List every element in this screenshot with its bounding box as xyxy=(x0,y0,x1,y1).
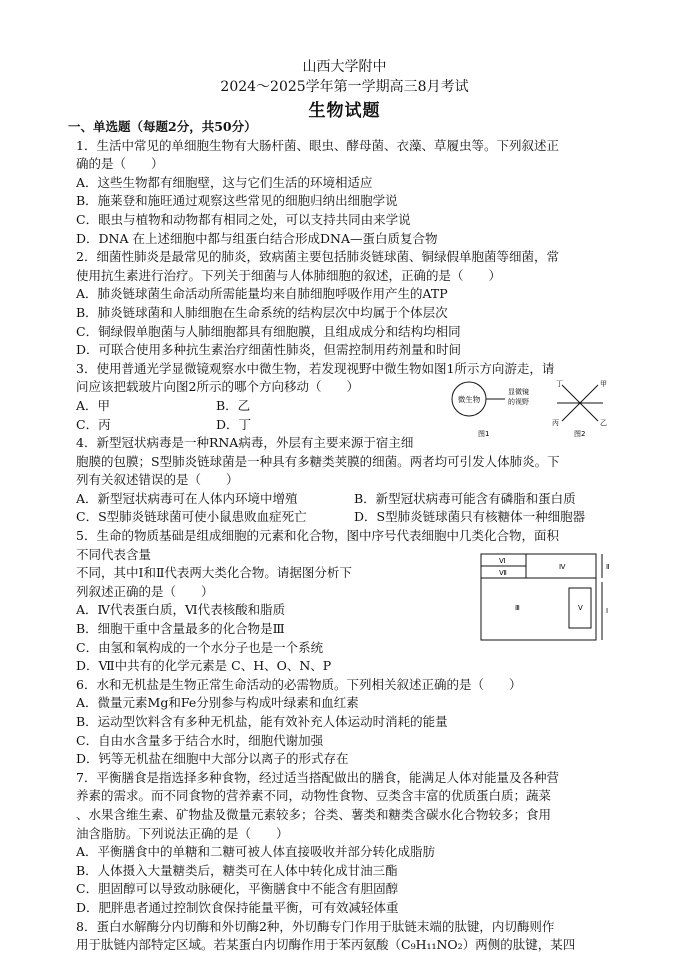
figure2-caption: 图2 xyxy=(574,430,586,438)
question-text-line: D．肥胖患者通过控制饮食保持能量平衡，可有效减轻体重 xyxy=(76,899,399,915)
question-text-line: 确的是（ ） xyxy=(76,156,164,172)
figure1-caption: 图1 xyxy=(478,430,490,438)
question-text-line: D．可联合使用多种抗生素治疗细菌性肺炎，但需控制用药剂量和时间 xyxy=(76,342,462,358)
question-text-line: D．钙等无机盐在细胞中大部分以离子的形式存在 xyxy=(76,751,349,767)
label-jia: 甲 xyxy=(600,380,607,388)
label-ii: Ⅱ xyxy=(606,563,610,571)
question-text-line: B．施莱登和施旺通过观察这些常见的细胞归纳出细胞学说 xyxy=(76,193,398,209)
q3-option-c: C．丙 xyxy=(76,416,111,432)
q4-option-row xyxy=(76,508,616,527)
compound-area-figure xyxy=(479,550,615,643)
question-text-line: 养素的需求。而不同食物的营养素不同，动物性食物、豆类含丰富的优质蛋白质；蔬菜 xyxy=(76,788,552,804)
question-text-line: 8．蛋白水解酶分内切酶和外切酶2种，外切酶专门作用于肽链末端的肽键，内切酶则作 xyxy=(76,918,555,934)
label-iv: Ⅳ xyxy=(559,563,566,571)
question-text-line: 6．水和无机盐是生物正常生命活动的必需物质。下列相关叙述正确的是（ ） xyxy=(76,676,522,692)
question-text-line: 问应该把载玻片向图2所示的哪个方向移动（ ） xyxy=(76,379,359,395)
question-text-line: 1．生活中常见的单细胞生物有大肠杆菌、眼虫、酵母菌、衣藻、草履虫等。下列叙述正 xyxy=(76,137,559,153)
question-text-line: C．由氢和氧构成的一个水分子也是一个系统 xyxy=(76,639,324,655)
question-text-line: A．肺炎链球菌生命活动所需能量均来自肺细胞呼吸作用产生的ATP xyxy=(76,286,448,302)
label-i: Ⅰ xyxy=(606,607,609,615)
question-text-line: 油含脂肪。下列说法正确的是（ ） xyxy=(76,825,289,841)
question-text-line: A．微量元素Mg和Fe分别参与构成叶绿素和血红素 xyxy=(76,695,359,711)
question-content xyxy=(68,118,616,955)
question-text-line: 、水果含维生素、矿物盐及微量元素较多；谷类、薯类和糖类含碳水化合物较多；食用 xyxy=(76,806,552,822)
question-text-line: 用于肽链内部特定区域。若某蛋白内切酶作用于苯丙氨酸（C₉H₁₁NO₂）两侧的肽键，某四 xyxy=(76,937,576,953)
question-text-line: 列有关叙述错误的是（ ） xyxy=(76,472,239,488)
question-text-line: C．眼虫与植物和动物都有相同之处，可以支持共同由来学说 xyxy=(76,211,411,227)
outer-box xyxy=(481,554,596,640)
question-text-line: D．DNA 在上述细胞中都与组蛋白结合形成DNA—蛋白质复合物 xyxy=(76,230,438,246)
question-text-line: 3．使用普通光学显微镜观察水中微生物，若发现视野中微生物如图1所示方向游走，请 xyxy=(76,360,555,376)
question-text-line: 胞膜的包膜；S型肺炎链球菌是一种具有多糖类荚膜的细菌。两者均可引发人体肺炎。下 xyxy=(76,453,560,469)
question-text-line: A．Ⅳ代表蛋白质，Ⅵ代表核酸和脂质 xyxy=(76,602,286,618)
label-ding: 丁 xyxy=(556,380,563,388)
question-text-line: 使用抗生素进行治疗。下列关于细菌与人体肺细胞的叙述，正确的是（ ） xyxy=(76,267,502,283)
label-bing: 丙 xyxy=(552,419,559,427)
q3-option-a: A．甲 xyxy=(76,397,111,413)
question-text-line: B．运动型饮料含有多种无机盐，能有效补充人体运动时消耗的能量 xyxy=(76,714,448,729)
arrow-label-1: 显微镜 xyxy=(508,388,529,396)
question-text-line: 5．生命的物质基础是组成细胞的元素和化合物，图中序号代表细胞中几类化合物，面积 xyxy=(76,528,559,544)
q4-option-c: C．S型肺炎链球菌可使小鼠患败血症死亡 xyxy=(76,509,307,525)
subject-title: 生物试题 xyxy=(308,101,381,121)
label-v: Ⅴ xyxy=(578,604,583,612)
question-text-line: C．铜绿假单胞菌与人肺细胞都具有细胞膜，且组成成分和结构均相同 xyxy=(76,323,461,339)
question-text-line: 4．新型冠状病毒是一种RNA病毒，外层有主要来源于宿主细 xyxy=(76,435,414,451)
question-text-line: A．平衡膳食中的单糖和二糖可被人体直接吸收并部分转化成脂肪 xyxy=(76,844,436,860)
section-heading: 一、单选题（每题2分，共50分） xyxy=(68,119,257,134)
question-text-line: A．这些生物都有细胞壁，这与它们生活的环境相适应 xyxy=(76,174,373,190)
label-iii: Ⅲ xyxy=(515,604,520,612)
q4-option-b: B．新型冠状病毒可能含有磷脂和蛋白质 xyxy=(354,490,576,506)
exam-title: 2024～2025学年第一学期高三8月考试 xyxy=(220,79,469,95)
label-vi: Ⅵ xyxy=(499,557,506,565)
label-vii: Ⅶ xyxy=(499,569,507,577)
question-text-line: D．Ⅶ中共有的化学元素是 C、H、O、N、P xyxy=(76,658,332,674)
microscope-figures xyxy=(450,377,620,439)
q4-option-row xyxy=(76,490,616,509)
question-text-line: 列叙述正确的是（ ） xyxy=(76,583,214,599)
question-text-line: B．人体摄入大量糖类后，糖类可在人体中转化成甘油三酯 xyxy=(76,862,398,878)
q3-option-d: D．丁 xyxy=(216,416,252,432)
question-text-line: B．细胞干重中含量最多的化合物是Ⅲ xyxy=(76,621,285,637)
question-text-line: 不同代表含量 xyxy=(76,546,152,562)
q4-option-d: D．S型肺炎链球菌只有核糖体一种细胞器 xyxy=(354,509,586,525)
question-text-line: 不同，其中Ⅰ和Ⅱ代表两大类化合物。请据图分析下 xyxy=(76,565,352,581)
question-text-line: B．肺炎链球菌和人肺细胞在生命系统的结构层次中均属于个体层次 xyxy=(76,304,448,320)
school-name: 山西大学附中 xyxy=(302,59,387,75)
question-text-line: C．胆固醇可以导致动脉硬化，平衡膳食中不能含有胆固醇 xyxy=(76,881,399,897)
question-text-line: 7．平衡膳食是指选择多种食物，经过适当搭配做出的膳食，能满足人体对能量及各种营 xyxy=(76,769,559,785)
arrow-label-2: 的视野 xyxy=(508,398,529,406)
question-text-line: 2．细菌性肺炎是最常见的肺炎，致病菌主要包括肺炎链球菌、铜绿假单胞菌等细菌，常 xyxy=(76,249,559,265)
question-text-line: C．自由水含量多于结合水时，细胞代谢加强 xyxy=(76,732,324,748)
q3-option-b: B．乙 xyxy=(216,397,251,413)
label-yi: 乙 xyxy=(600,419,607,427)
circle-label: 微生物 xyxy=(457,395,481,404)
q4-option-a: A．新型冠状病毒可在人体内环境中增殖 xyxy=(76,490,298,506)
